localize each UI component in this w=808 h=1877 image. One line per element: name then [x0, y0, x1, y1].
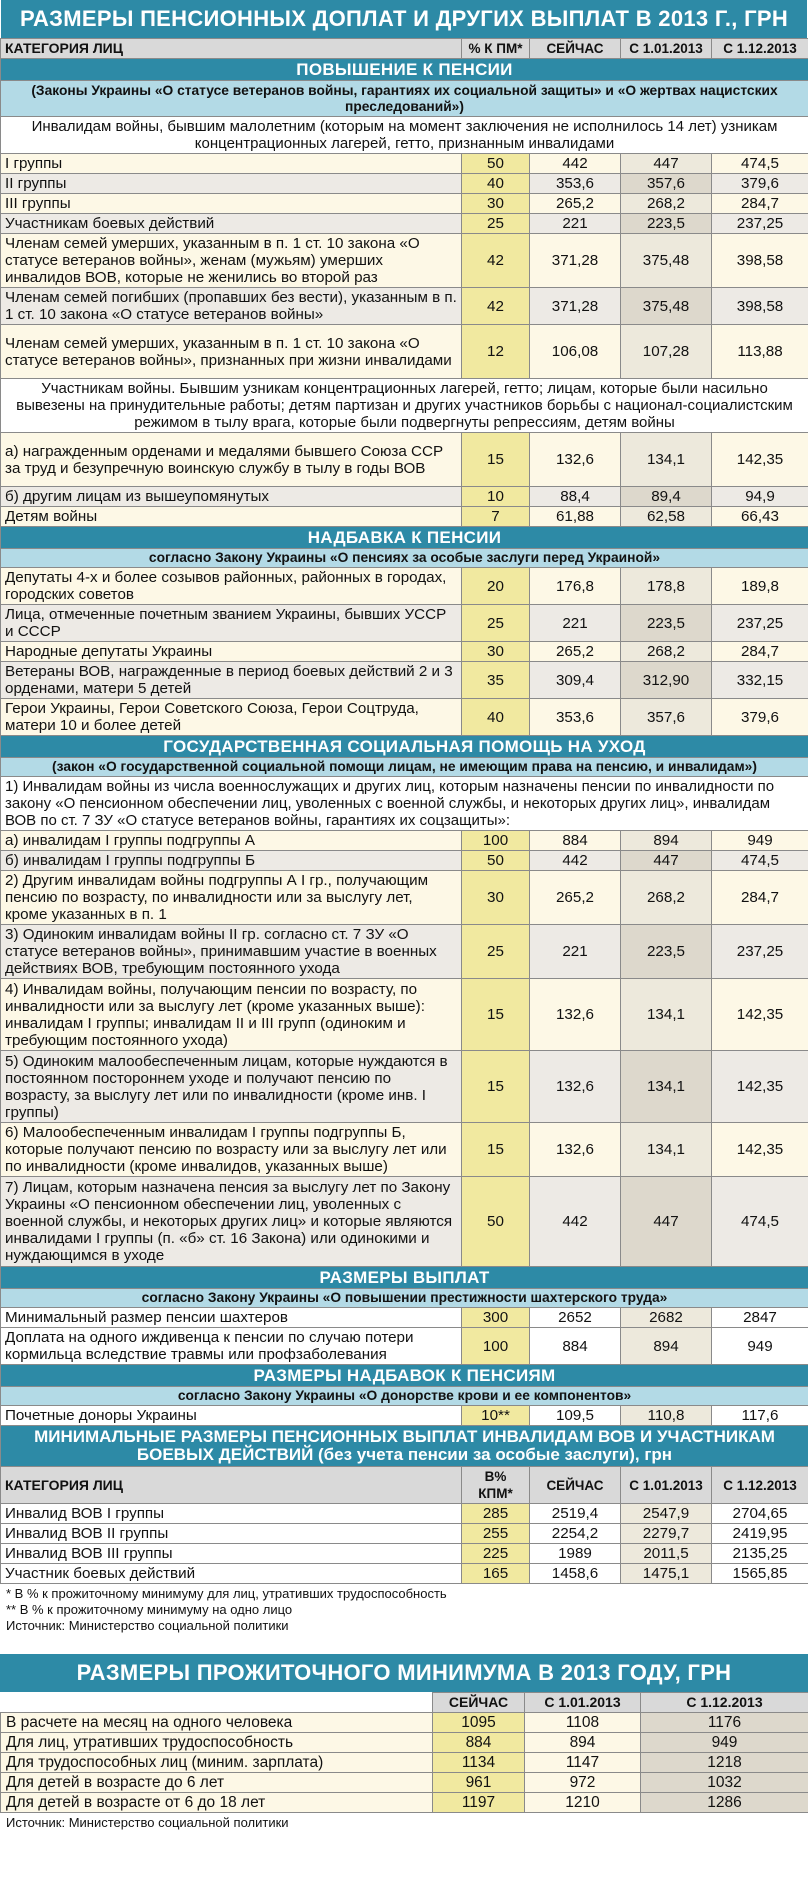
percent-cell: 30	[462, 194, 530, 214]
percent-cell: 300	[462, 1308, 530, 1328]
from-jan-cell: 268,2	[621, 194, 712, 214]
now-cell: 884	[433, 1733, 525, 1753]
now-cell: 106,08	[530, 325, 621, 379]
now-cell: 961	[433, 1773, 525, 1793]
now-cell: 442	[530, 1177, 621, 1267]
from-jan-cell: 223,5	[621, 925, 712, 979]
now-cell: 309,4	[530, 662, 621, 699]
now-cell: 1989	[530, 1544, 621, 1564]
category-cell: III группы	[1, 194, 462, 214]
from-jan-cell: 1147	[525, 1753, 641, 1773]
from-jan-cell: 357,6	[621, 174, 712, 194]
table-row	[1, 699, 808, 736]
from-dec-cell: 117,6	[712, 1406, 808, 1426]
category-cell: Депутаты 4-х и более созывов районных, районных в городах, городских советов	[1, 568, 462, 605]
now-cell: 109,5	[530, 1406, 621, 1426]
subsistence-title: РАЗМЕРЫ ПРОЖИТОЧНОГО МИНИМУМА В 2013 ГОДУ, ГРН	[0, 1654, 808, 1692]
section-title-pension-supplement-text: НАДБАВКА К ПЕНСИИ	[1, 527, 808, 549]
now-cell: 442	[530, 851, 621, 871]
percent-cell: 25	[462, 605, 530, 642]
now-cell: 132,6	[530, 433, 621, 487]
from-jan-cell: 134,1	[621, 1123, 712, 1177]
from-dec-cell: 398,58	[712, 288, 808, 325]
section-title-minimum-pensions	[1, 1426, 808, 1467]
table-row	[1, 1524, 808, 1544]
now-cell: 2254,2	[530, 1524, 621, 1544]
table-row	[1, 1308, 808, 1328]
category-cell: Для трудоспособных лиц (миним. зарплата)	[1, 1753, 433, 1773]
section-law-miners-text: согласно Закону Украины «О повышении престижности шахтерского труда»	[1, 1289, 808, 1308]
minimum-header-cell: В% КПМ*	[462, 1467, 530, 1504]
now-cell: 88,4	[530, 487, 621, 507]
percent-cell: 30	[462, 871, 530, 925]
from-jan-cell: 268,2	[621, 871, 712, 925]
section-intro-war-invalids-text: Инвалидам войны, бывшим малолетним (которым на момент заключения не исполнилось 14 лет) узникам концентрационных лагерей, гетто, признанным инвалидами	[1, 117, 808, 154]
percent-cell: 40	[462, 699, 530, 736]
category-cell: 5) Одиноким малообеспеченным лицам, которые нуждаются в постоянном постороннем уходе и получают пенсию по возрасту, за выслугу лет или по инвалидности (кроме инв. I группы)	[1, 1051, 462, 1123]
from-dec-cell: 1176	[641, 1713, 808, 1733]
from-jan-cell: 894	[525, 1733, 641, 1753]
table-row	[1, 174, 808, 194]
category-cell: Членам семей погибших (пропавших без вести), указанным в п. 1 ст. 10 закона «О статусе ветеранов войны»	[1, 288, 462, 325]
from-dec-cell: 66,43	[712, 507, 808, 527]
section-intro-war-invalids	[1, 117, 808, 154]
category-cell: Минимальный размер пенсии шахтеров	[1, 1308, 462, 1328]
from-dec-cell: 142,35	[712, 433, 808, 487]
category-cell: Членам семей умерших, указанным в п. 1 ст. 10 закона «О статусе ветеранов войны», женам (мужьям) умерших инвалидов ВОВ, которые не женились во второй раз	[1, 234, 462, 288]
table-row	[1, 1564, 808, 1584]
table-row	[1, 1544, 808, 1564]
percent-cell: 165	[462, 1564, 530, 1584]
percent-cell: 42	[462, 288, 530, 325]
subsistence-row	[1, 1773, 808, 1793]
section-intro-war-participants-text: Участникам войны. Бывшим узникам концентрационных лагерей, гетто; лицам, которые были насильно вывезены на принудительные работы; детям партизан и других участников борьбы с национал-социалистским режимом в тылу врага, которые были подвергнуты репрессиям, детям войны	[1, 379, 808, 433]
from-jan-cell: 223,5	[621, 605, 712, 642]
from-jan-cell: 134,1	[621, 979, 712, 1051]
from-dec-cell: 379,6	[712, 699, 808, 736]
header-now: СЕЙЧАС	[530, 39, 621, 59]
section-law-donors	[1, 1387, 808, 1406]
table-row	[1, 1177, 808, 1267]
pension-table	[0, 38, 808, 1584]
category-cell: В расчете на месяц на одного человека	[1, 1713, 433, 1733]
now-cell: 884	[530, 1328, 621, 1365]
from-jan-cell: 89,4	[621, 487, 712, 507]
from-jan-cell: 894	[621, 1328, 712, 1365]
from-jan-cell: 107,28	[621, 325, 712, 379]
table-row	[1, 325, 808, 379]
from-dec-cell: 379,6	[712, 174, 808, 194]
now-cell: 132,6	[530, 1123, 621, 1177]
minimum-header-cell: КАТЕГОРИЯ ЛИЦ	[1, 1467, 462, 1504]
percent-cell: 50	[462, 851, 530, 871]
section-intro-social-care-text: 1) Инвалидам войны из числа военнослужащих и других лиц, которым назначены пенсии по инвалидности по закону «О пенсионном обеспечении лиц, уволенных с военной службы, и некоторых других лиц», инвалидам ВОВ по ст. 7 ЗУ «О статусе ветеранов войны, гарантиях их соцзащиты»:	[1, 777, 808, 831]
section-title-minimum-pensions-text: МИНИМАЛЬНЫЕ РАЗМЕРЫ ПЕНСИОННЫХ ВЫПЛАТ ИНВАЛИДАМ ВОВ И УЧАСТНИКАМ БОЕВЫХ ДЕЙСТВИЙ (без учета пенсии за особые заслуги), грн	[1, 1426, 808, 1467]
category-cell: Участникам боевых действий	[1, 214, 462, 234]
header-percent: % К ПМ*	[462, 39, 530, 59]
minimum-header-cell: С 1.12.2013	[712, 1467, 808, 1504]
category-cell: Ветераны ВОВ, награжденные в период боевых действий 2 и 3 орденами, матери 5 детей	[1, 662, 462, 699]
table-row	[1, 194, 808, 214]
percent-cell: 255	[462, 1524, 530, 1544]
percent-cell: 10	[462, 487, 530, 507]
from-jan-cell: 972	[525, 1773, 641, 1793]
percent-cell: 30	[462, 642, 530, 662]
table-row	[1, 925, 808, 979]
percent-cell: 25	[462, 925, 530, 979]
from-dec-cell: 237,25	[712, 214, 808, 234]
category-cell: 4) Инвалидам войны, получающим пенсии по возрасту, по инвалидности или за выслугу лет (кроме указанных выше): инвалидам I группы; инвалидам II и III групп (одиноким и требующим постоянного ухода)	[1, 979, 462, 1051]
percent-cell: 50	[462, 1177, 530, 1267]
now-cell: 221	[530, 214, 621, 234]
percent-cell: 100	[462, 1328, 530, 1365]
from-dec-cell: 949	[712, 1328, 808, 1365]
subsistence-header-row	[1, 1693, 808, 1713]
section-title-pension-increase	[1, 59, 808, 81]
percent-cell: 40	[462, 174, 530, 194]
now-cell: 265,2	[530, 194, 621, 214]
section-title-social-care-text: ГОСУДАРСТВЕННАЯ СОЦИАЛЬНАЯ ПОМОЩЬ НА УХОД	[1, 736, 808, 758]
category-cell: Лица, отмеченные почетным званием Украины, бывших УССР и СССР	[1, 605, 462, 642]
subsistence-row	[1, 1753, 808, 1773]
percent-cell: 10**	[462, 1406, 530, 1426]
category-cell: Для детей в возрасте от 6 до 18 лет	[1, 1793, 433, 1813]
from-jan-cell: 1475,1	[621, 1564, 712, 1584]
from-jan-cell: 375,48	[621, 288, 712, 325]
table-row	[1, 642, 808, 662]
table-row	[1, 662, 808, 699]
now-cell: 2519,4	[530, 1504, 621, 1524]
from-jan-cell: 223,5	[621, 214, 712, 234]
from-jan-cell: 2682	[621, 1308, 712, 1328]
footnotes	[0, 1584, 808, 1636]
percent-cell: 100	[462, 831, 530, 851]
now-cell: 442	[530, 154, 621, 174]
subsistence-table	[0, 1692, 808, 1813]
table-row	[1, 605, 808, 642]
from-jan-cell: 2547,9	[621, 1504, 712, 1524]
from-dec-cell: 237,25	[712, 925, 808, 979]
category-cell: Детям войны	[1, 507, 462, 527]
now-cell: 132,6	[530, 979, 621, 1051]
table-row	[1, 568, 808, 605]
table-row	[1, 234, 808, 288]
from-jan-cell: 357,6	[621, 699, 712, 736]
minimum-header-cell: СЕЙЧАС	[530, 1467, 621, 1504]
from-jan-cell: 2011,5	[621, 1544, 712, 1564]
table-row	[1, 1123, 808, 1177]
subsistence-row	[1, 1713, 808, 1733]
from-dec-cell: 1218	[641, 1753, 808, 1773]
from-dec-cell: 94,9	[712, 487, 808, 507]
subsistence-row	[1, 1733, 808, 1753]
section-intro-war-participants	[1, 379, 808, 433]
from-dec-cell: 113,88	[712, 325, 808, 379]
now-cell: 265,2	[530, 871, 621, 925]
now-cell: 1095	[433, 1713, 525, 1733]
section-title-social-care	[1, 736, 808, 758]
table-row	[1, 507, 808, 527]
from-dec-cell: 2704,65	[712, 1504, 808, 1524]
percent-cell: 25	[462, 214, 530, 234]
from-dec-cell: 474,5	[712, 154, 808, 174]
from-jan-cell: 1210	[525, 1793, 641, 1813]
from-dec-cell: 1565,85	[712, 1564, 808, 1584]
percent-cell: 15	[462, 1123, 530, 1177]
table-row	[1, 1406, 808, 1426]
now-cell: 221	[530, 925, 621, 979]
from-dec-cell: 142,35	[712, 979, 808, 1051]
section-law-pension-increase-text: (Законы Украины «О статусе ветеранов войны, гарантиях их социальной защиты» и «О жертвах нацистских преследований»)	[1, 81, 808, 117]
category-cell: Членам семей умерших, указанным в п. 1 ст. 10 закона «О статусе ветеранов войны», признанных при жизни инвалидами	[1, 325, 462, 379]
from-jan-cell: 312,90	[621, 662, 712, 699]
source-note: Источник: Министерство социальной политики	[6, 1618, 289, 1633]
category-cell: 6) Малообеспеченным инвалидам I группы подгруппы Б, которые получают пенсию по возрасту или за выслугу лет или по инвалидности (кроме инвалидов, указанных выше)	[1, 1123, 462, 1177]
category-cell: а) инвалидам I группы подгруппы А	[1, 831, 462, 851]
from-jan-cell: 62,58	[621, 507, 712, 527]
section-law-miners	[1, 1289, 808, 1308]
from-jan-cell: 178,8	[621, 568, 712, 605]
category-cell: б) другим лицам из вышеупомянутых	[1, 487, 462, 507]
from-jan-cell: 134,1	[621, 433, 712, 487]
category-cell: Инвалид ВОВ I группы	[1, 1504, 462, 1524]
percent-cell: 225	[462, 1544, 530, 1564]
category-cell: I группы	[1, 154, 462, 174]
from-dec-cell: 474,5	[712, 851, 808, 871]
footnote-2: ** В % к прожиточному минимуму на одно лицо	[6, 1602, 293, 1617]
now-cell: 1197	[433, 1793, 525, 1813]
from-dec-cell: 398,58	[712, 234, 808, 288]
footnote-1: * В % к прожиточному минимуму для лиц, утративших трудоспособность	[6, 1586, 447, 1601]
from-dec-cell: 1032	[641, 1773, 808, 1793]
section-law-donors-text: согласно Закону Украины «О донорстве крови и ее компонентов»	[1, 1387, 808, 1406]
from-jan-cell: 375,48	[621, 234, 712, 288]
section-title-pension-supplement	[1, 527, 808, 549]
percent-cell: 42	[462, 234, 530, 288]
from-dec-cell: 949	[712, 831, 808, 851]
table-row	[1, 288, 808, 325]
header-from-jan: С 1.01.2013	[621, 39, 712, 59]
category-cell: 2) Другим инвалидам войны подгруппы А I гр., получающим пенсию по возрасту, по инвалидности или за выслугу лет, кроме указанных в п. 1	[1, 871, 462, 925]
now-cell: 353,6	[530, 174, 621, 194]
header-now: СЕЙЧАС	[433, 1693, 525, 1713]
percent-cell: 20	[462, 568, 530, 605]
category-cell: Участник боевых действий	[1, 1564, 462, 1584]
section-law-pension-supplement	[1, 549, 808, 568]
from-dec-cell: 2135,25	[712, 1544, 808, 1564]
now-cell: 371,28	[530, 288, 621, 325]
from-jan-cell: 447	[621, 1177, 712, 1267]
header-from-dec: С 1.12.2013	[712, 39, 808, 59]
percent-cell: 50	[462, 154, 530, 174]
table-row	[1, 851, 808, 871]
spacer	[0, 1636, 808, 1654]
category-cell: 7) Лицам, которым назначена пенсия за выслугу лет по Закону Украины «О пенсионном обеспечении лиц, уволенных с военной службы, и некоторых других лиц» и которые являются инвалидами I группы (п. «б» ст. 16 Закона) или одинокими и нуждающимся в уходе	[1, 1177, 462, 1267]
subsistence-table-body	[1, 1693, 808, 1813]
table-row	[1, 1051, 808, 1123]
table-row	[1, 487, 808, 507]
from-jan-cell: 110,8	[621, 1406, 712, 1426]
from-jan-cell: 1108	[525, 1713, 641, 1733]
now-cell: 353,6	[530, 699, 621, 736]
table-row	[1, 1328, 808, 1365]
category-cell: Доплата на одного иждивенца к пенсии по случаю потери кормильца вследствие травмы или профзаболевания	[1, 1328, 462, 1365]
header-category: КАТЕГОРИЯ ЛИЦ	[1, 39, 462, 59]
from-dec-cell: 284,7	[712, 871, 808, 925]
from-jan-cell: 2279,7	[621, 1524, 712, 1544]
from-jan-cell: 447	[621, 154, 712, 174]
category-cell: Герои Украины, Герои Советского Союза, Герои Соцтруда, матери 10 и более детей	[1, 699, 462, 736]
section-law-pension-supplement-text: согласно Закону Украины «О пенсиях за особые заслуги перед Украиной»	[1, 549, 808, 568]
category-cell: б) инвалидам I группы подгруппы Б	[1, 851, 462, 871]
category-cell: Народные депутаты Украины	[1, 642, 462, 662]
table-row	[1, 154, 808, 174]
now-cell: 61,88	[530, 507, 621, 527]
category-cell: Для лиц, утративших трудоспособность	[1, 1733, 433, 1753]
from-jan-cell: 894	[621, 831, 712, 851]
table-row	[1, 831, 808, 851]
percent-cell: 35	[462, 662, 530, 699]
percent-cell: 12	[462, 325, 530, 379]
minimum-header-cell: С 1.01.2013	[621, 1467, 712, 1504]
category-cell: Инвалид ВОВ III группы	[1, 1544, 462, 1564]
section-title-pension-increase-text: ПОВЫШЕНИЕ К ПЕНСИИ	[1, 59, 808, 81]
from-dec-cell: 284,7	[712, 642, 808, 662]
header-blank	[1, 1693, 433, 1713]
now-cell: 265,2	[530, 642, 621, 662]
section-law-pension-increase	[1, 81, 808, 117]
now-cell: 132,6	[530, 1051, 621, 1123]
from-dec-cell: 2419,95	[712, 1524, 808, 1544]
header-from-jan: С 1.01.2013	[525, 1693, 641, 1713]
from-dec-cell: 949	[641, 1733, 808, 1753]
now-cell: 2652	[530, 1308, 621, 1328]
from-dec-cell: 284,7	[712, 194, 808, 214]
from-dec-cell: 1286	[641, 1793, 808, 1813]
table-row	[1, 1504, 808, 1524]
percent-cell: 15	[462, 433, 530, 487]
from-jan-cell: 447	[621, 851, 712, 871]
main-title: РАЗМЕРЫ ПЕНСИОННЫХ ДОПЛАТ И ДРУГИХ ВЫПЛАТ В 2013 Г., ГРН	[1, 0, 807, 38]
from-dec-cell: 474,5	[712, 1177, 808, 1267]
from-jan-cell: 134,1	[621, 1051, 712, 1123]
category-cell: Для детей в возрасте до 6 лет	[1, 1773, 433, 1793]
percent-cell: 15	[462, 1051, 530, 1123]
from-dec-cell: 237,25	[712, 605, 808, 642]
section-title-supplement-sizes-text: РАЗМЕРЫ НАДБАВОК К ПЕНСИЯМ	[1, 1365, 808, 1387]
from-dec-cell: 142,35	[712, 1123, 808, 1177]
from-dec-cell: 332,15	[712, 662, 808, 699]
from-dec-cell: 189,8	[712, 568, 808, 605]
now-cell: 221	[530, 605, 621, 642]
section-law-social-care	[1, 758, 808, 777]
category-cell: а) награжденным орденами и медалями бывшего Союза ССР за труд и безупречную воинскую службу в тылу в годы ВОВ	[1, 433, 462, 487]
from-dec-cell: 142,35	[712, 1051, 808, 1123]
category-cell: Почетные доноры Украины	[1, 1406, 462, 1426]
minimum-header-row	[1, 1467, 808, 1504]
subsistence-row	[1, 1793, 808, 1813]
pension-table-body	[1, 39, 808, 1584]
now-cell: 1134	[433, 1753, 525, 1773]
section-law-social-care-text: (закон «О государственной социальной помощи лицам, не имеющим права на пенсию, и инвалидам»)	[1, 758, 808, 777]
section-intro-social-care	[1, 777, 808, 831]
table-row	[1, 433, 808, 487]
section-title-payment-sizes	[1, 1267, 808, 1289]
from-jan-cell: 268,2	[621, 642, 712, 662]
section-title-supplement-sizes	[1, 1365, 808, 1387]
now-cell: 176,8	[530, 568, 621, 605]
percent-cell: 15	[462, 979, 530, 1051]
category-cell: 3) Одиноким инвалидам войны II гр. согласно ст. 7 ЗУ «О статусе ветеранов войны», принимавшим участие в военных действиях ВОВ, требующим постоянного ухода	[1, 925, 462, 979]
now-cell: 1458,6	[530, 1564, 621, 1584]
category-cell: II группы	[1, 174, 462, 194]
percent-cell: 285	[462, 1504, 530, 1524]
percent-cell: 7	[462, 507, 530, 527]
table-header-row	[1, 39, 808, 59]
from-dec-cell: 2847	[712, 1308, 808, 1328]
header-from-dec: С 1.12.2013	[641, 1693, 808, 1713]
now-cell: 884	[530, 831, 621, 851]
table-row	[1, 871, 808, 925]
table-row	[1, 214, 808, 234]
subsistence-source: Источник: Министерство социальной политики	[6, 1815, 289, 1830]
table-row	[1, 979, 808, 1051]
section-title-payment-sizes-text: РАЗМЕРЫ ВЫПЛАТ	[1, 1267, 808, 1289]
category-cell: Инвалид ВОВ II группы	[1, 1524, 462, 1544]
now-cell: 371,28	[530, 234, 621, 288]
